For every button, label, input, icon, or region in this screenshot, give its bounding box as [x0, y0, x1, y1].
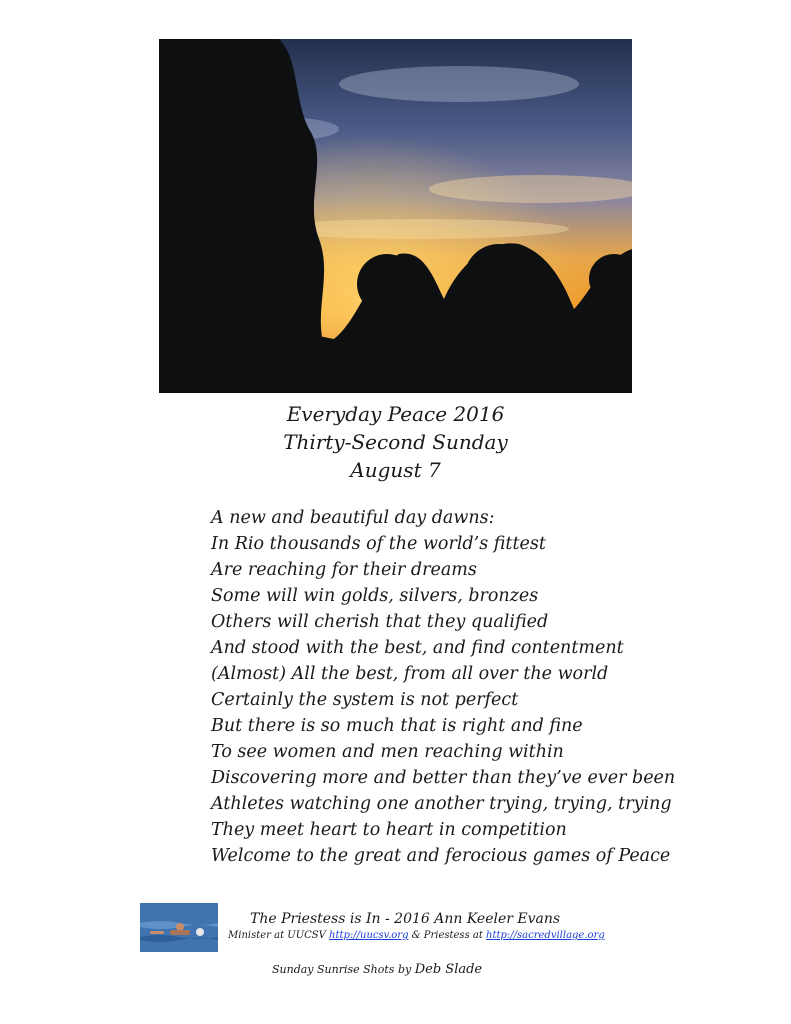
poem-line: But there is so much that is right and fine	[211, 716, 583, 736]
sacred-village-link[interactable]: http://sacredvillage.org	[486, 930, 605, 941]
poem-line: Athletes watching one another trying, trying, trying	[211, 794, 672, 814]
poem-line: A new and beautiful day dawns:	[211, 508, 495, 528]
credit-text: Sunday Sunrise Shots by	[272, 963, 415, 976]
subtitle-line: Thirty-Second Sunday	[283, 430, 508, 454]
footer-author: The Priestess is In - 2016 Ann Keeler Evans	[250, 911, 561, 927]
poem-line: And stood with the best, and find contentment	[211, 638, 624, 658]
poem-line: Discovering more and better than they’ve ever been	[211, 768, 676, 788]
title-block	[159, 400, 632, 484]
poem-line: To see women and men reaching within	[211, 742, 564, 762]
uucsv-link[interactable]: http://uucsv.org	[329, 930, 409, 941]
sunrise-photo	[159, 39, 632, 393]
title-line: Everyday Peace 2016	[286, 402, 505, 426]
date-line: August 7	[350, 458, 441, 482]
photo-credit	[272, 962, 482, 977]
minister-text: Minister at UUCSV	[228, 930, 330, 941]
footer-affiliations	[228, 930, 605, 941]
poem-line: They meet heart to heart in competition	[211, 820, 567, 840]
swimmer-thumbnail	[140, 903, 218, 952]
poem-line: In Rio thousands of the world’s fittest	[211, 534, 546, 554]
poem-line: (Almost) All the best, from all over the world	[211, 664, 609, 684]
poem-line: Certainly the system is not perfect	[211, 690, 519, 710]
poem	[211, 505, 675, 869]
credit-name: Deb Slade	[414, 962, 483, 977]
poem-line: Some will win golds, silvers, bronzes	[211, 586, 539, 606]
poem-line: Are reaching for their dreams	[211, 560, 477, 580]
priestess-text: & Priestess at	[408, 930, 487, 941]
poem-line: Others will cherish that they qualified	[211, 612, 549, 632]
poem-line: Welcome to the great and ferocious games of Peace	[211, 846, 671, 866]
